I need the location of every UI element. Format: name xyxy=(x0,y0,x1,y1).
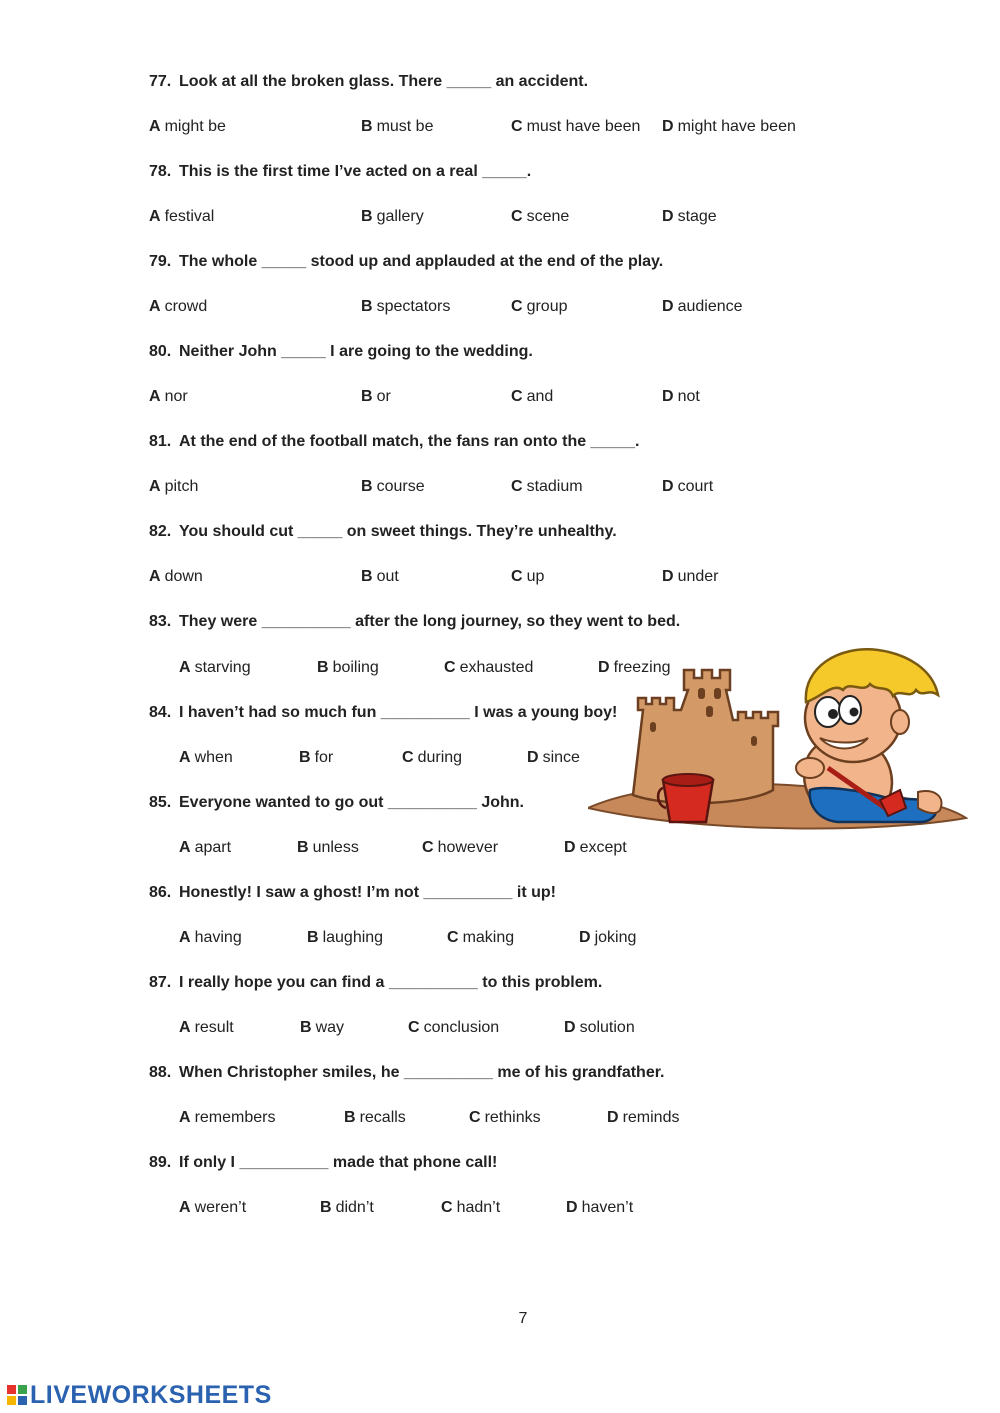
option-87-b[interactable]: B way xyxy=(300,1019,345,1036)
question-81: 81. At the end of the football match, the fans ran onto the _____. xyxy=(149,433,640,450)
question-85: 85. Everyone wanted to go out __________ John. xyxy=(149,794,524,811)
option-85-d[interactable]: D except xyxy=(564,839,627,856)
option-85-b[interactable]: B unless xyxy=(297,839,359,856)
option-77-b[interactable]: B must be xyxy=(361,118,434,135)
option-79-c[interactable]: C group xyxy=(511,298,568,315)
option-83-c[interactable]: C exhausted xyxy=(444,659,534,676)
option-86-d[interactable]: D joking xyxy=(579,929,637,946)
option-89-c[interactable]: C hadn’t xyxy=(441,1199,501,1216)
question-83: 83. They were __________ after the long journey, so they went to bed. xyxy=(149,613,681,630)
option-87-c[interactable]: C conclusion xyxy=(408,1019,500,1036)
question-82: 82. You should cut _____ on sweet things. They’re unhealthy. xyxy=(149,523,617,540)
liveworksheets-logo-text: LIVEWORKSHEETS xyxy=(30,1380,272,1409)
option-79-a[interactable]: A crowd xyxy=(149,298,208,315)
option-80-b[interactable]: B or xyxy=(361,388,391,405)
option-80-c[interactable]: C and xyxy=(511,388,554,405)
option-84-d[interactable]: D since xyxy=(527,749,580,766)
option-80-d[interactable]: D not xyxy=(662,388,700,405)
option-84-c[interactable]: C during xyxy=(402,749,463,766)
option-81-b[interactable]: B course xyxy=(361,478,425,495)
question-88: 88. When Christopher smiles, he __________ me of his grandfather. xyxy=(149,1064,665,1081)
question-84: 84. I haven’t had so much fun __________ I was a young boy! xyxy=(149,704,618,721)
option-78-c[interactable]: C scene xyxy=(511,208,570,225)
option-77-c[interactable]: C must have been xyxy=(511,118,641,135)
option-79-b[interactable]: B spectators xyxy=(361,298,451,315)
option-85-a[interactable]: A apart xyxy=(179,839,232,856)
question-87: 87. I really hope you can find a __________ to this problem. xyxy=(149,974,603,991)
question-89: 89. If only I __________ made that phone call! xyxy=(149,1154,498,1171)
option-89-b[interactable]: B didn’t xyxy=(320,1199,374,1216)
option-80-a[interactable]: A nor xyxy=(149,388,188,405)
option-89-d[interactable]: D haven’t xyxy=(566,1199,634,1216)
option-87-d[interactable]: D solution xyxy=(564,1019,635,1036)
question-78: 78. This is the first time I’ve acted on a real _____. xyxy=(149,163,532,180)
question-79: 79. The whole _____ stood up and applauded at the end of the play. xyxy=(149,253,664,270)
option-81-d[interactable]: D court xyxy=(662,478,714,495)
liveworksheets-logo-icon xyxy=(6,1384,28,1406)
boy-with-sandcastle-illustration xyxy=(588,640,968,835)
option-88-d[interactable]: D reminds xyxy=(607,1109,680,1126)
option-81-c[interactable]: C stadium xyxy=(511,478,583,495)
option-81-a[interactable]: A pitch xyxy=(149,478,199,495)
option-88-c[interactable]: C rethinks xyxy=(469,1109,541,1126)
option-79-d[interactable]: D audience xyxy=(662,298,743,315)
option-83-a[interactable]: A starving xyxy=(179,659,251,676)
question-77: 77. Look at all the broken glass. There _____ an accident. xyxy=(149,73,589,90)
option-89-a[interactable]: A weren’t xyxy=(179,1199,247,1216)
option-83-b[interactable]: B boiling xyxy=(317,659,379,676)
option-85-c[interactable]: C however xyxy=(422,839,499,856)
option-82-a[interactable]: A down xyxy=(149,568,203,585)
page-number: 7 xyxy=(518,1310,528,1327)
option-86-a[interactable]: A having xyxy=(179,929,242,946)
question-86: 86. Honestly! I saw a ghost! I’m not __________ it up! xyxy=(149,884,556,901)
option-78-a[interactable]: A festival xyxy=(149,208,215,225)
option-77-a[interactable]: A might be xyxy=(149,118,226,135)
option-87-a[interactable]: A result xyxy=(179,1019,234,1036)
option-82-c[interactable]: C up xyxy=(511,568,545,585)
question-80: 80. Neither John _____ I are going to the wedding. xyxy=(149,343,533,360)
liveworksheets-logo[interactable] xyxy=(6,1382,272,1408)
option-78-d[interactable]: D stage xyxy=(662,208,717,225)
option-84-b[interactable]: B for xyxy=(299,749,334,766)
option-88-b[interactable]: B recalls xyxy=(344,1109,406,1126)
option-86-c[interactable]: C making xyxy=(447,929,515,946)
option-78-b[interactable]: B gallery xyxy=(361,208,424,225)
option-88-a[interactable]: A remembers xyxy=(179,1109,276,1126)
option-83-d[interactable]: D freezing xyxy=(598,659,671,676)
option-77-d[interactable]: D might have been xyxy=(662,118,796,135)
option-82-d[interactable]: D under xyxy=(662,568,719,585)
option-86-b[interactable]: B laughing xyxy=(307,929,384,946)
option-82-b[interactable]: B out xyxy=(361,568,399,585)
option-84-a[interactable]: A when xyxy=(179,749,233,766)
